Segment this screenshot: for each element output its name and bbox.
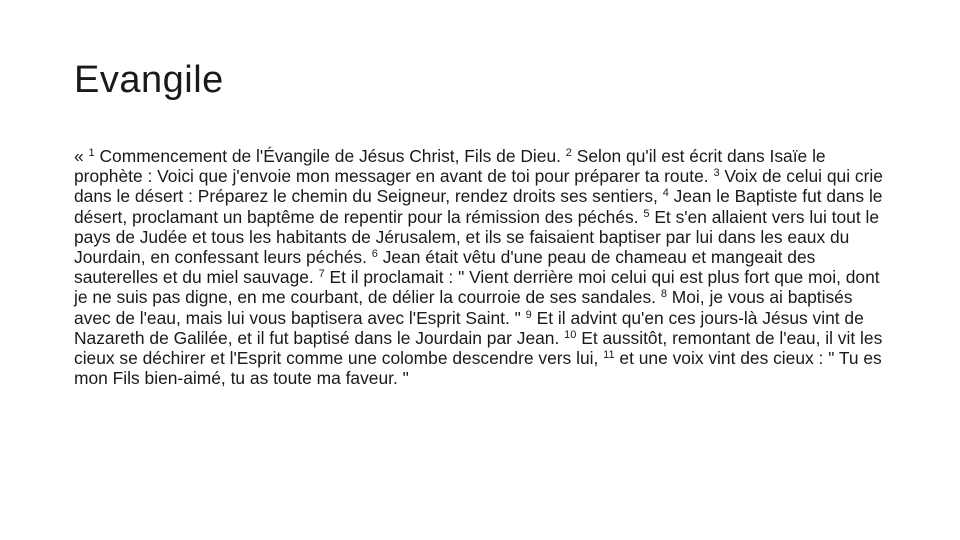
verse-number: 1	[88, 146, 95, 159]
verse-text: Moi, je vous ai baptisés avec de l'eau, mais lui vous baptisera avec l'Esprit Saint. "	[74, 287, 853, 328]
opening-quote: «	[74, 146, 89, 166]
verse-number: 2	[565, 146, 572, 159]
verse-number: 5	[643, 207, 650, 220]
verse-text: Jean était vêtu d'une peau de chameau et mangeait des sauterelles et du miel sauvage.	[74, 247, 816, 288]
verse-text: Et il proclamait : " Vient derrière moi celui qui est plus fort que moi, dont je ne suis pas digne, en me courbant, de délier la courroie de ses sandales.	[74, 267, 880, 308]
verse-number: 3	[713, 167, 720, 180]
verse-text: Voix de celui qui crie dans le désert : Préparez le chemin du Seigneur, rendez droits ses sentiers,	[74, 166, 883, 207]
verse-number: 7	[318, 268, 325, 281]
verse-number: 4	[662, 187, 669, 200]
verse-text: Et il advint qu'en ces jours-là Jésus vint de Nazareth de Galilée, et il fut baptisé dans le Jourdain par Jean.	[74, 307, 864, 348]
verse-number: 6	[371, 247, 378, 260]
verse-number: 9	[525, 308, 532, 321]
verse-text: Jean le Baptiste fut dans le désert, proclamant un baptême de repentir pour la rémission des péchés.	[74, 186, 883, 227]
verse-text: Et s'en allaient vers lui tout le pays de Judée et tous les habitants de Jérusalem, et ils se faisaient baptiser par lui dans les eaux du Jourdain, en confessant leurs péchés.	[74, 206, 880, 268]
gospel-passage	[74, 146, 884, 388]
verse-text: Commencement de l'Évangile de Jésus Christ, Fils de Dieu.	[94, 146, 566, 166]
verse-text: Selon qu'il est écrit dans Isaïe le prophète : Voici que j'envoie mon messager en avant de toi pour préparer ta route.	[74, 146, 826, 187]
verse-number: 11	[603, 348, 615, 361]
slide-title: Evangile	[74, 59, 224, 101]
verse-text: Et aussitôt, remontant de l'eau, il vit les cieux se déchirer et l'Esprit comme une colombe descendre vers lui,	[74, 327, 883, 369]
verse-number: 10	[564, 328, 577, 341]
verse-text: et une voix vint des cieux : " Tu es mon Fils bien-aimé, tu as toute ma faveur. "	[74, 348, 882, 389]
verse-number: 8	[660, 288, 667, 301]
